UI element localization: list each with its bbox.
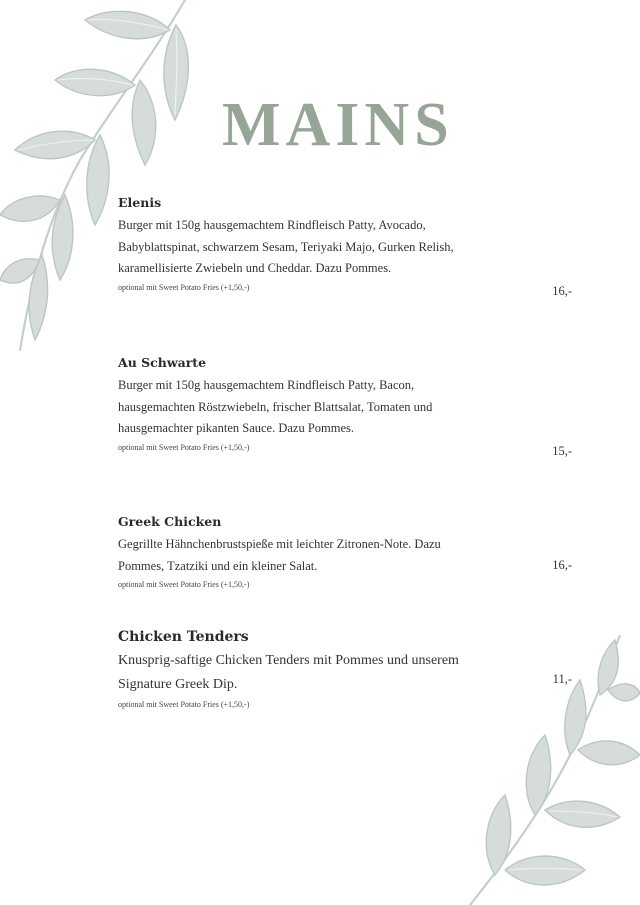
menu-item-name: Au Schwarte (118, 355, 207, 370)
menu-item-price: 16,- (552, 284, 572, 298)
menu-item-description: Knusprig-saftige Chicken Tenders mit Pommes und unserem Signature Greek Dip. (118, 653, 459, 692)
page-title: MAINS (222, 91, 454, 159)
menu-item (118, 354, 580, 458)
menu-item-description: Gegrillte Hähnchenbrustspieße mit leichter Zitronen-Note. Dazu Pommes, Tzatziki und ein kleiner Salat. (118, 537, 441, 573)
menu-item-name: Greek Chicken (118, 514, 222, 529)
menu-item-name: Chicken Tenders (118, 629, 249, 645)
menu-item-option-note: optional mit Sweet Potato Fries (+1,50,-) (118, 580, 250, 589)
menu-item-name: Elenis (118, 195, 162, 210)
menu-item-option-note: optional mit Sweet Potato Fries (+1,50,-) (118, 282, 250, 292)
menu-item (118, 513, 580, 591)
menu-item (118, 194, 580, 298)
menu-item (118, 628, 580, 711)
menu-item-option-note: optional mit Sweet Potato Fries (+1,50,-) (118, 442, 250, 452)
menu-item-option-note: optional mit Sweet Potato Fries (+1,50,-) (118, 700, 250, 709)
menu-item-price: 11,- (552, 672, 572, 686)
menu-item-description: Burger mit 150g hausgemachtem Rindfleisch Patty, Bacon, hausgemachten Röstzwiebeln, frischer Blattsalat, Tomaten und hausgemachter pikanten Sauce. Dazu Pommes. (118, 378, 433, 435)
menu-item-description: Burger mit 150g hausgemachtem Rindfleisch Patty, Avocado, Babyblattspinat, schwarzem Sesam, Teriyaki Majo, Gurken Relish, karamellisierte Zwiebeln und Cheddar. Dazu Pommes. (118, 218, 454, 275)
menu-item-price: 15,- (552, 444, 572, 458)
menu-item-price: 16,- (552, 558, 572, 572)
olive-branch-icon (0, 0, 200, 360)
